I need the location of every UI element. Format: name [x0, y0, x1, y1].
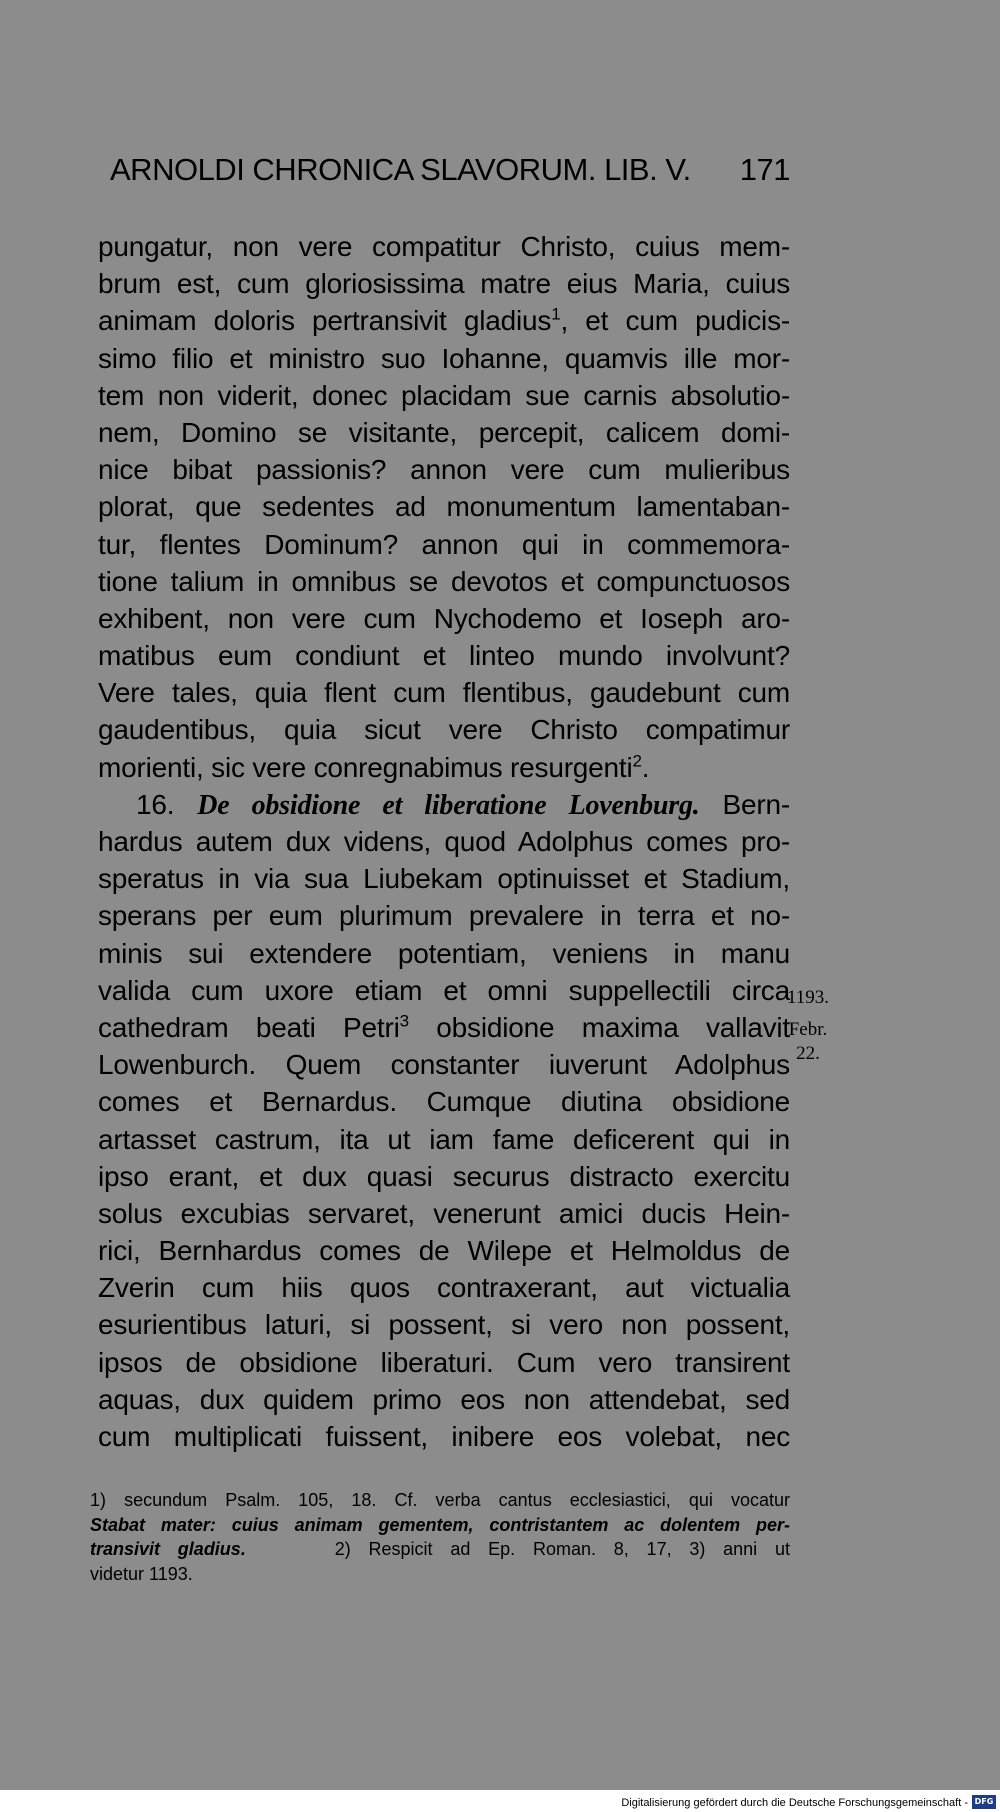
text-line: simo filio et ministro suo Iohanne, quamvis ille mor-	[98, 342, 790, 374]
text-line: ipsos de obsidione liberaturi. Cum vero transirent	[98, 1346, 790, 1378]
text-line: animam doloris pertransivit gladius$^1$, et cum pudicis-	[98, 305, 791, 337]
text-line: Zverin cum hiis quos contraxerant, aut victualia	[98, 1272, 790, 1304]
footnote-line: Stabat mater: cuius animam gementem, contristantem ac dolentem per-	[90, 1514, 790, 1535]
text-line: pungatur, non vere compatitur Christo, cuius mem-	[98, 231, 790, 262]
section-number: 16.	[136, 788, 175, 820]
text-line: Lowenburch. Quem constanter iuverunt Adolphus	[98, 1049, 790, 1081]
text-line: matibus eum condiunt et linteo mundo involvunt?	[98, 640, 790, 672]
margin-note-month: Febr.	[788, 1019, 828, 1040]
running-header	[110, 152, 790, 188]
digitization-footer	[0, 1790, 1000, 1812]
text-line: exhibent, non vere cum Nychodemo et Ioseph aro-	[98, 602, 790, 634]
text-line: sperans per eum plurimum prevalere in terra et no-	[98, 900, 790, 932]
text-line: esurientibus laturi, si possent, si vero non possent,	[98, 1309, 790, 1341]
text-line: hardus autem dux videns, quod Adolphus comes pro-	[98, 826, 790, 857]
section-heading-line: 16. De obsidione et liberatione Lovenburg. Bern-	[136, 788, 790, 821]
footnote-line: transivit gladius. 2) Respicit ad Ep. Roman. 8, 17, 3) anni ut	[90, 1539, 790, 1559]
text-line: tem non viderit, donec placidam sue carnis absolutio-	[98, 379, 790, 411]
text-line: valida cum uxore etiam et omni suppellectili circa	[98, 974, 790, 1006]
text-line: tur, flentes Dominum? annon qui in commemora-	[98, 528, 790, 560]
section-title: De obsidione et liberatione Lovenburg.	[197, 789, 700, 821]
text-line: comes et Bernardus. Cumque diutina obsidione	[98, 1086, 790, 1118]
text-line: speratus in via sua Liubekam optinuisset et Stadium,	[98, 863, 790, 895]
text-line: plorat, que sedentes ad monumentum lamentaban-	[98, 491, 790, 523]
footnote-line: 1) secundum Psalm. 105, 18. Cf. verba cantus ecclesiastici, qui vocatur	[90, 1490, 790, 1510]
running-title: ARNOLDI CHRONICA SLAVORUM. LIB. V.	[110, 152, 691, 187]
text-line: nem, Domino se visitante, percepit, calicem domi-	[98, 416, 790, 448]
text-line: Vere tales, quia flent cum flentibus, gaudebunt cum	[98, 677, 790, 709]
text-line: cathedram beati Petri$^3$ obsidione maxima vallavit	[98, 1011, 790, 1043]
text-line: minis sui extendere potentiam, veniens in manu	[98, 937, 790, 969]
margin-note-day: 22.	[796, 1043, 820, 1064]
dfg-logo-icon: DFG	[972, 1795, 996, 1809]
margin-note-year: 1193.	[786, 987, 830, 1008]
text-line: cum multiplicati fuissent, inibere eos volebat, nec	[98, 1421, 790, 1452]
body-text	[98, 228, 790, 1455]
funding-credit: Digitalisierung gefördert durch die Deutsche Forschungsgemeinschaft -	[621, 1797, 968, 1809]
footnotes	[90, 1488, 790, 1586]
text-line: ipso erant, et dux quasi securus distracto exercitu	[98, 1160, 790, 1192]
text-line: artasset castrum, ita ut iam fame deficerent qui in	[98, 1123, 790, 1155]
text-line: solus excubias servaret, venerunt amici ducis Hein-	[98, 1197, 790, 1229]
text-line: brum est, cum gloriosissima matre eius Maria, cuius	[98, 268, 790, 300]
text-line: morienti, sic vere conregnabimus resurgenti$^2$.	[98, 751, 650, 783]
footnote-marker: 2	[632, 751, 642, 771]
text-line: rici, Bernhardus comes de Wilepe et Helmoldus de	[98, 1235, 790, 1267]
text-line: tione talium in omnibus se devotos et compunctuosos	[98, 565, 790, 597]
footnote-marker: 1	[551, 305, 561, 325]
page-number: 171	[739, 152, 790, 187]
text-line: nice bibat passionis? annon vere cum mulieribus	[98, 454, 790, 486]
footnote-marker: 3	[399, 1011, 409, 1031]
footnote-line: videtur 1193.	[90, 1563, 193, 1584]
text-line: aquas, dux quidem primo eos non attendebat, sed	[98, 1383, 790, 1415]
text-line: gaudentibus, quia sicut vere Christo compatimur	[98, 714, 790, 746]
